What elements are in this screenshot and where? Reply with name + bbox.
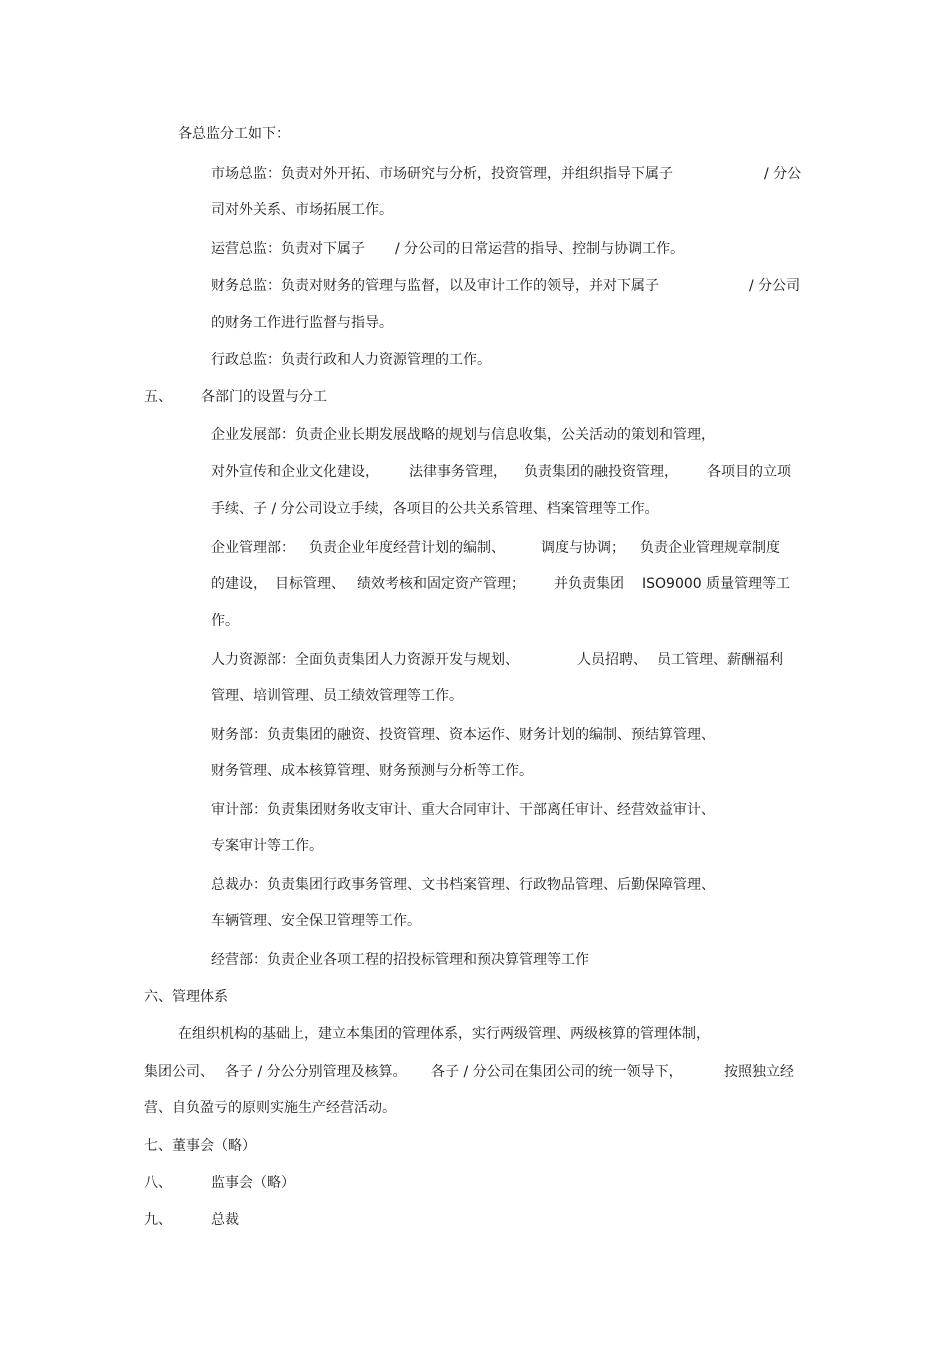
- ops-director-line: [211, 239, 811, 259]
- fin-dept-text-cont: 财务管理、成本核算管理、财务预测与分析等工作。: [211, 763, 533, 779]
- mgmt-dept-text-c: 调度与协调；: [541, 540, 625, 556]
- admin-director-text: 行政总监：负责行政和人力资源管理的工作。: [211, 352, 491, 368]
- section-8-title: 监事会（略）: [211, 1175, 295, 1191]
- fin-dept-text: 财务部：负责集团的融资、投资管理、资本运作、财务计划的编制、预结算管理、: [211, 727, 715, 743]
- audit-dept-text-cont: 专案审计等工作。: [211, 838, 323, 854]
- audit-dept-line-2: [211, 836, 323, 856]
- mgmt-dept-text-b: 负责企业年度经营计划的编制、: [309, 540, 505, 556]
- market-director-text-cont: 司对外关系、市场拓展工作。: [211, 202, 393, 218]
- mgmt-dept-line-2: [211, 574, 811, 594]
- intro-line: [178, 124, 290, 144]
- dev-dept-text: 企业发展部：负责企业长期发展战略的规划与信息收集，公关活动的策划和管理，: [211, 427, 715, 443]
- mgmt-dept-text-2b: 目标管理、: [275, 576, 345, 592]
- finance-director-text-cont: 的财务工作进行监督与指导。: [211, 315, 393, 331]
- section-7-title: 七、董事会（略）: [144, 1138, 256, 1154]
- mgmt-dept-line-3: [211, 611, 239, 631]
- audit-dept-line-1: [211, 800, 715, 820]
- section-9-number: 九、: [144, 1212, 172, 1228]
- section-9-heading: [144, 1210, 444, 1230]
- market-director-line-2: [211, 200, 393, 220]
- section-5-title: 各部门的设置与分工: [201, 389, 327, 405]
- hr-dept-text-cont: 管理、培训管理、员工绩效管理等工作。: [211, 688, 463, 704]
- intro-text: 各总监分工如下：: [178, 126, 290, 142]
- hr-dept-line-2: [211, 686, 463, 706]
- section-6-para-line-3: [144, 1098, 396, 1118]
- hr-dept-text-a: 人力资源部：全面负责集团人力资源开发与规划、: [211, 652, 519, 668]
- hr-dept-text-c: 员工管理、薪酬福利: [657, 652, 783, 668]
- section-6-para-line-2: [144, 1062, 804, 1082]
- office-dept-line-1: [211, 875, 715, 895]
- finance-director-text: 财务总监：负责对财务的管理与监督，以及审计工作的领导，并对下属子: [211, 278, 659, 294]
- office-dept-text: 总裁办：负责集团行政事务管理、文书档案管理、行政物品管理、后勤保障管理、: [211, 877, 715, 893]
- section-6-heading: [144, 987, 228, 1007]
- hr-dept-text-b: 人员招聘、: [577, 652, 647, 668]
- mgmt-dept-label: 企业管理部：: [211, 540, 295, 556]
- finance-director-line-2: [211, 313, 393, 333]
- mgmt-dept-text-2d: 并负责集团: [554, 576, 624, 592]
- market-director-text-tail: / 分公: [764, 166, 802, 182]
- section-6-title: 六、管理体系: [144, 989, 228, 1005]
- section-9-title: 总裁: [211, 1212, 239, 1228]
- bizops-dept-text: 经营部：负责企业各项工程的招投标管理和预决算管理等工作: [211, 952, 589, 968]
- office-dept-text-cont: 车辆管理、安全保卫管理等工作。: [211, 913, 421, 929]
- admin-director-line: [211, 350, 491, 370]
- dev-dept-text-c: 负责集团的融投资管理，: [524, 464, 678, 480]
- fin-dept-line-2: [211, 761, 533, 781]
- mgmt-dept-text-3: 作。: [211, 613, 239, 629]
- mgmt-dept-text-2a: 的建设，: [211, 576, 267, 592]
- section-8-number: 八、: [144, 1175, 172, 1191]
- mgmt-dept-text-2e: ISO9000 质量管理等工: [642, 576, 791, 592]
- section-5-number: 五、: [144, 389, 172, 405]
- hr-dept-line-1: [211, 650, 811, 670]
- office-dept-line-2: [211, 911, 421, 931]
- section-6-text-2c: 各子 / 分公司在集团公司的统一领导下，: [431, 1064, 683, 1080]
- dev-dept-text-cont: 手续、子 / 分公司设立手续，各项目的公共关系管理、档案管理等工作。: [211, 501, 659, 517]
- mgmt-dept-line-1: [211, 538, 811, 558]
- bizops-dept-line: [211, 950, 589, 970]
- finance-director-line-1: [211, 276, 811, 296]
- mgmt-dept-text-d: 负责企业管理规章制度: [640, 540, 780, 556]
- section-8-heading: [144, 1173, 444, 1193]
- section-5-heading: [144, 387, 544, 407]
- dev-dept-text-d: 各项目的立项: [707, 464, 791, 480]
- mgmt-dept-text-2c: 绩效考核和固定资产管理；: [357, 576, 525, 592]
- section-6-para-line-1: [178, 1024, 710, 1044]
- ops-director-text: 运营总监：负责对下属子: [211, 241, 365, 257]
- dev-dept-text-b: 法律事务管理，: [409, 464, 507, 480]
- market-director-line-1: [211, 164, 811, 184]
- section-7-heading: [144, 1136, 256, 1156]
- section-6-text-3: 营、自负盈亏的原则实施生产经营活动。: [144, 1100, 396, 1116]
- section-6-text-2a: 集团公司、: [144, 1064, 214, 1080]
- dev-dept-text-a: 对外宣传和企业文化建设，: [211, 464, 379, 480]
- dev-dept-line-1: [211, 425, 715, 445]
- dev-dept-line-2: [211, 462, 811, 482]
- fin-dept-line-1: [211, 725, 715, 745]
- ops-director-text-tail: / 分公司的日常运营的指导、控制与协调工作。: [395, 241, 685, 257]
- section-6-text-2b: 各子 / 分公分别管理及核算。: [225, 1064, 407, 1080]
- audit-dept-text: 审计部：负责集团财务收支审计、重大合同审计、干部离任审计、经营效益审计、: [211, 802, 715, 818]
- section-6-text-2d: 按照独立经: [724, 1064, 794, 1080]
- market-director-text: 市场总监：负责对外开拓、市场研究与分析，投资管理，并组织指导下属子: [211, 166, 673, 182]
- section-6-text-1: 在组织机构的基础上，建立本集团的管理体系，实行两级管理、两级核算的管理体制，: [178, 1026, 710, 1042]
- finance-director-text-tail: / 分公司: [749, 278, 801, 294]
- dev-dept-line-3: [211, 499, 659, 519]
